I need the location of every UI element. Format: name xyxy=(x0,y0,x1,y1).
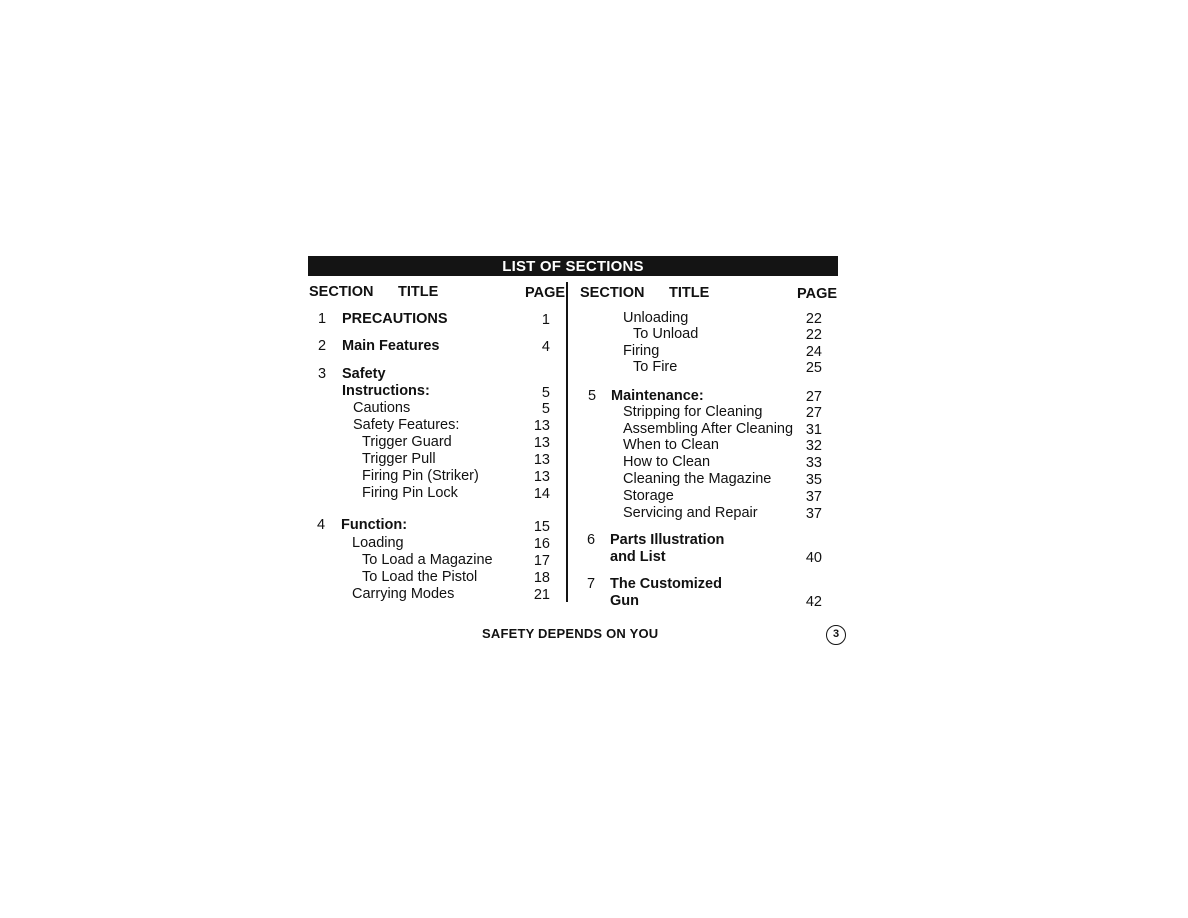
toc-entry-page: 13 xyxy=(533,452,550,468)
toc-entry-page: 22 xyxy=(805,327,822,343)
toc-entry-page: 18 xyxy=(533,570,550,586)
left-header-section: SECTION xyxy=(309,284,374,300)
toc-entry-page: 21 xyxy=(533,587,550,603)
left-header-page: PAGE xyxy=(525,285,566,301)
footer-slogan: SAFETY DEPENDS ON YOU xyxy=(482,626,659,641)
toc-entry-page: 13 xyxy=(533,418,550,434)
toc-entry-page: 16 xyxy=(533,536,550,552)
toc-entry-title: Loading xyxy=(352,535,404,551)
toc-entry-number: 5 xyxy=(588,388,597,404)
toc-entry-title: Firing Pin (Striker) xyxy=(362,468,479,484)
toc-entry-page: 5 xyxy=(541,401,550,417)
toc-entry-title: How to Clean xyxy=(623,454,711,470)
toc-entry-title: Firing xyxy=(623,343,660,359)
toc-entry-page: 42 xyxy=(805,594,822,610)
toc-entry-title: To Unload xyxy=(633,326,699,342)
page-title: LIST OF SECTIONS xyxy=(502,258,644,275)
toc-entry-page: 4 xyxy=(541,339,550,355)
toc-entry-title: To Fire xyxy=(633,359,678,375)
toc-entry-page: 37 xyxy=(805,489,822,505)
toc-entry-page: 13 xyxy=(533,435,550,451)
toc-entry-number: 3 xyxy=(318,366,327,382)
toc-entry-title: Maintenance: xyxy=(611,388,704,404)
toc-entry-page: 31 xyxy=(805,422,822,438)
toc-entry-title-cont: and List xyxy=(610,549,666,565)
toc-entry-title: To Load the Pistol xyxy=(362,569,478,585)
toc-entry-page: 17 xyxy=(533,553,550,569)
toc-entry-title: Firing Pin Lock xyxy=(362,485,458,501)
toc-entry-page: 22 xyxy=(805,311,822,327)
right-header-title: TITLE xyxy=(669,285,710,301)
left-header-title: TITLE xyxy=(398,284,439,300)
toc-entry-title: Cautions xyxy=(353,400,411,416)
toc-entry-title: Trigger Guard xyxy=(362,434,452,450)
toc-entry-title: The Customized xyxy=(610,576,722,592)
toc-entry-page: 35 xyxy=(805,472,822,488)
toc-entry-page: 37 xyxy=(805,506,822,522)
toc-entry-title: Assembling After Cleaning xyxy=(623,421,794,437)
toc-entry-page: 25 xyxy=(805,360,822,376)
column-divider xyxy=(566,282,568,602)
toc-entry-title-cont: Gun xyxy=(610,593,639,609)
toc-entry-title: Safety Features: xyxy=(353,417,460,433)
toc-entry-page: 27 xyxy=(805,389,822,405)
toc-entry-number: 7 xyxy=(587,576,596,592)
toc-entry-page: 5 xyxy=(541,385,550,401)
toc-entry-title: To Load a Magazine xyxy=(362,552,493,568)
toc-entry-title: Main Features xyxy=(342,338,440,354)
toc-entry-page: 24 xyxy=(805,344,822,360)
toc-entry-title: Storage xyxy=(623,488,674,504)
toc-entry-number: 4 xyxy=(317,517,326,533)
toc-entry-page: 1 xyxy=(541,312,550,328)
toc-entry-title: PRECAUTIONS xyxy=(342,311,448,327)
toc-entry-page: 33 xyxy=(805,455,822,471)
toc-entry-title: Trigger Pull xyxy=(362,451,436,467)
title-banner xyxy=(308,256,838,276)
toc-entry-page: 14 xyxy=(533,486,550,502)
toc-entry-title: Function: xyxy=(341,517,408,533)
toc-entry-page: 13 xyxy=(533,469,550,485)
toc-entry-page: 27 xyxy=(805,405,822,421)
toc-entry-title: Stripping for Cleaning xyxy=(623,404,763,420)
toc-entry-title: Carrying Modes xyxy=(352,586,455,602)
toc-entry-number: 1 xyxy=(318,311,327,327)
toc-entry-title: Servicing and Repair xyxy=(623,505,758,521)
toc-entry-title: Parts Illustration xyxy=(610,532,725,548)
toc-entry-page: 40 xyxy=(805,550,822,566)
toc-entry-number: 2 xyxy=(318,338,327,354)
toc-entry-title: Cleaning the Magazine xyxy=(623,471,772,487)
toc-entry-title-cont: Instructions: xyxy=(342,383,430,399)
right-header-section: SECTION xyxy=(580,285,645,301)
page-number-badge: 3 xyxy=(826,625,846,645)
right-header-page: PAGE xyxy=(797,286,838,302)
toc-entry-page: 15 xyxy=(533,519,550,535)
toc-entry-number: 6 xyxy=(587,532,596,548)
toc-entry-title: Safety xyxy=(342,366,386,382)
toc-entry-title: When to Clean xyxy=(623,437,719,453)
toc-entry-title: Unloading xyxy=(623,310,689,326)
toc-entry-page: 32 xyxy=(805,438,822,454)
